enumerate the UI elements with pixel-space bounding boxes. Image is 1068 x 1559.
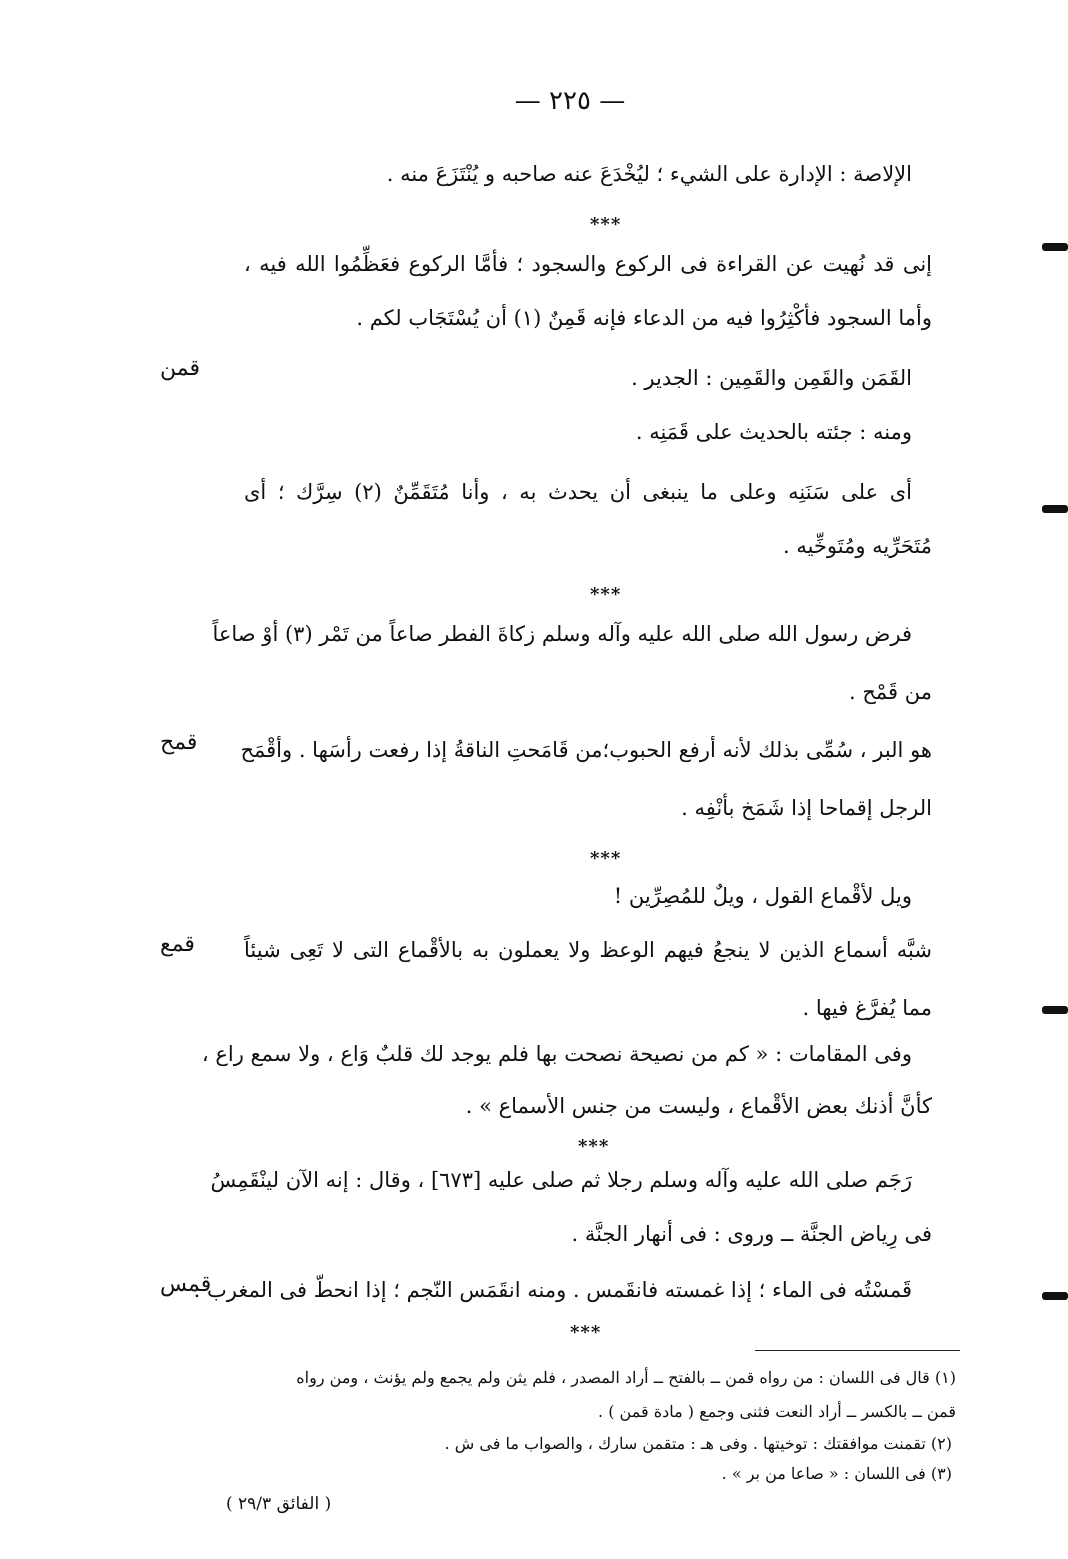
margin-keyword: قمح	[160, 730, 198, 755]
margin-keyword: قمن	[160, 356, 200, 381]
text-line: من قَمْح .	[849, 680, 932, 704]
footnote-rule	[755, 1350, 960, 1351]
text-line: مما يُفرَّغ فيها .	[802, 996, 932, 1020]
text-line: رَجَم صلى الله عليه وآله وسلم رجلا ثم صلى عليه [٦٧٣] ، وقال : إنه الآن لينْقَمِسُ	[210, 1168, 912, 1192]
section-separator: ***	[570, 1322, 602, 1343]
footnote: (١) قال فى اللسان : من رواه قمن ــ بالفتح ــ أراد المصدر ، فلم يثن ولم يجمع ولم يؤنث ، ومن رواه	[296, 1368, 956, 1387]
text-line: القَمَن والقَمِن والقَمِين : الجدير .	[631, 366, 912, 390]
scan-edge-mark	[1042, 505, 1068, 513]
scan-edge-mark	[1042, 1292, 1068, 1300]
text-line: هو البر ، سُمِّى بذلك لأنه أرفع الحبوب؛من قَامَحتِ الناقةُ إذا رفعت رأسَها . وأقْمَح	[240, 738, 932, 762]
scan-edge-mark	[1042, 243, 1068, 251]
section-separator: ***	[590, 584, 622, 605]
footnote: (٣) فى اللسان : « صاعا من بر » .	[721, 1464, 952, 1483]
scan-edge-mark	[1042, 1006, 1068, 1014]
text-line: فرض رسول الله صلى الله عليه وآله وسلم زكاةَ الفطر صاعاً من تَمْر (٣) أوْ صاعاً	[212, 622, 912, 646]
margin-keyword: قمس	[160, 1272, 212, 1297]
section-separator: ***	[590, 214, 622, 235]
footnote: قمن ــ بالكسر ــ أراد النعت فثنى وجمع ( مادة قمن ) .	[598, 1402, 956, 1421]
text-line: فى رِياض الجنَّة ــ وروى : فى أنهار الجنَّة .	[571, 1222, 932, 1246]
text-line: كأنَّ أذنك بعض الأقْماع ، وليست من جنس الأسماع » .	[465, 1094, 932, 1118]
text-line: ويل لأقْماع القول ، ويلٌ للمُصِرِّين !	[613, 884, 912, 908]
section-separator: ***	[590, 848, 622, 869]
footnote: (٢) تقمنت موافقتك : توخيتها . وفى هـ : متقمن سارك ، والصواب ما فى ش .	[444, 1434, 952, 1453]
text-line: الرجل إقماحا إذا شَمَخ بأنْفِه .	[681, 796, 932, 820]
footer-reference: ( الفائق ٢٩/٣ )	[226, 1494, 332, 1514]
text-line: ومنه : جئته بالحديث على قَمَنِه .	[635, 420, 912, 444]
text-line: أى على سَنَنِه وعلى ما ينبغى أن يحدث به ، وأنا مُتَقَمِّنٌ (٢) سِرَّك ؛ أى	[244, 480, 912, 504]
text-line: شبَّه أسماع الذين لا ينجعُ فيهم الوعظ ولا يعملون به بالأقْماع التى لا تَعِى شيئاً	[244, 938, 932, 962]
text-line: الإلاصة : الإدارة على الشيء ؛ ليُخْدَعَ عنه صاحبه و يُنْتَزَعَ منه .	[386, 162, 912, 186]
text-line: وفى المقامات : « كم من نصيحة نصحت بها فلم يوجد لك قلبٌ وَاع ، ولا سمع راع ،	[201, 1042, 912, 1066]
page-number: — ٢٢٥ —	[514, 86, 626, 116]
text-line: إنى قد نُهيت عن القراءة فى الركوع والسجود ؛ فأمَّا الركوع فعَظِّمُوا الله فيه ،	[244, 252, 932, 276]
text-line: وأما السجود فأكْثِرُوا فيه من الدعاء فإنه قَمِنٌ (١) أن يُسْتَجَاب لكم .	[356, 306, 932, 330]
text-line: قَمسْتُه فى الماء ؛ إذا غمسته فانقَمس . ومنه انقَمَس النّجم ؛ إذا انحطّ فى المغرب .	[193, 1278, 912, 1302]
margin-keyword: قمع	[160, 932, 195, 957]
section-separator: ***	[578, 1136, 610, 1157]
text-line: مُتَحَرِّيه ومُتَوخِّيه .	[782, 534, 932, 558]
